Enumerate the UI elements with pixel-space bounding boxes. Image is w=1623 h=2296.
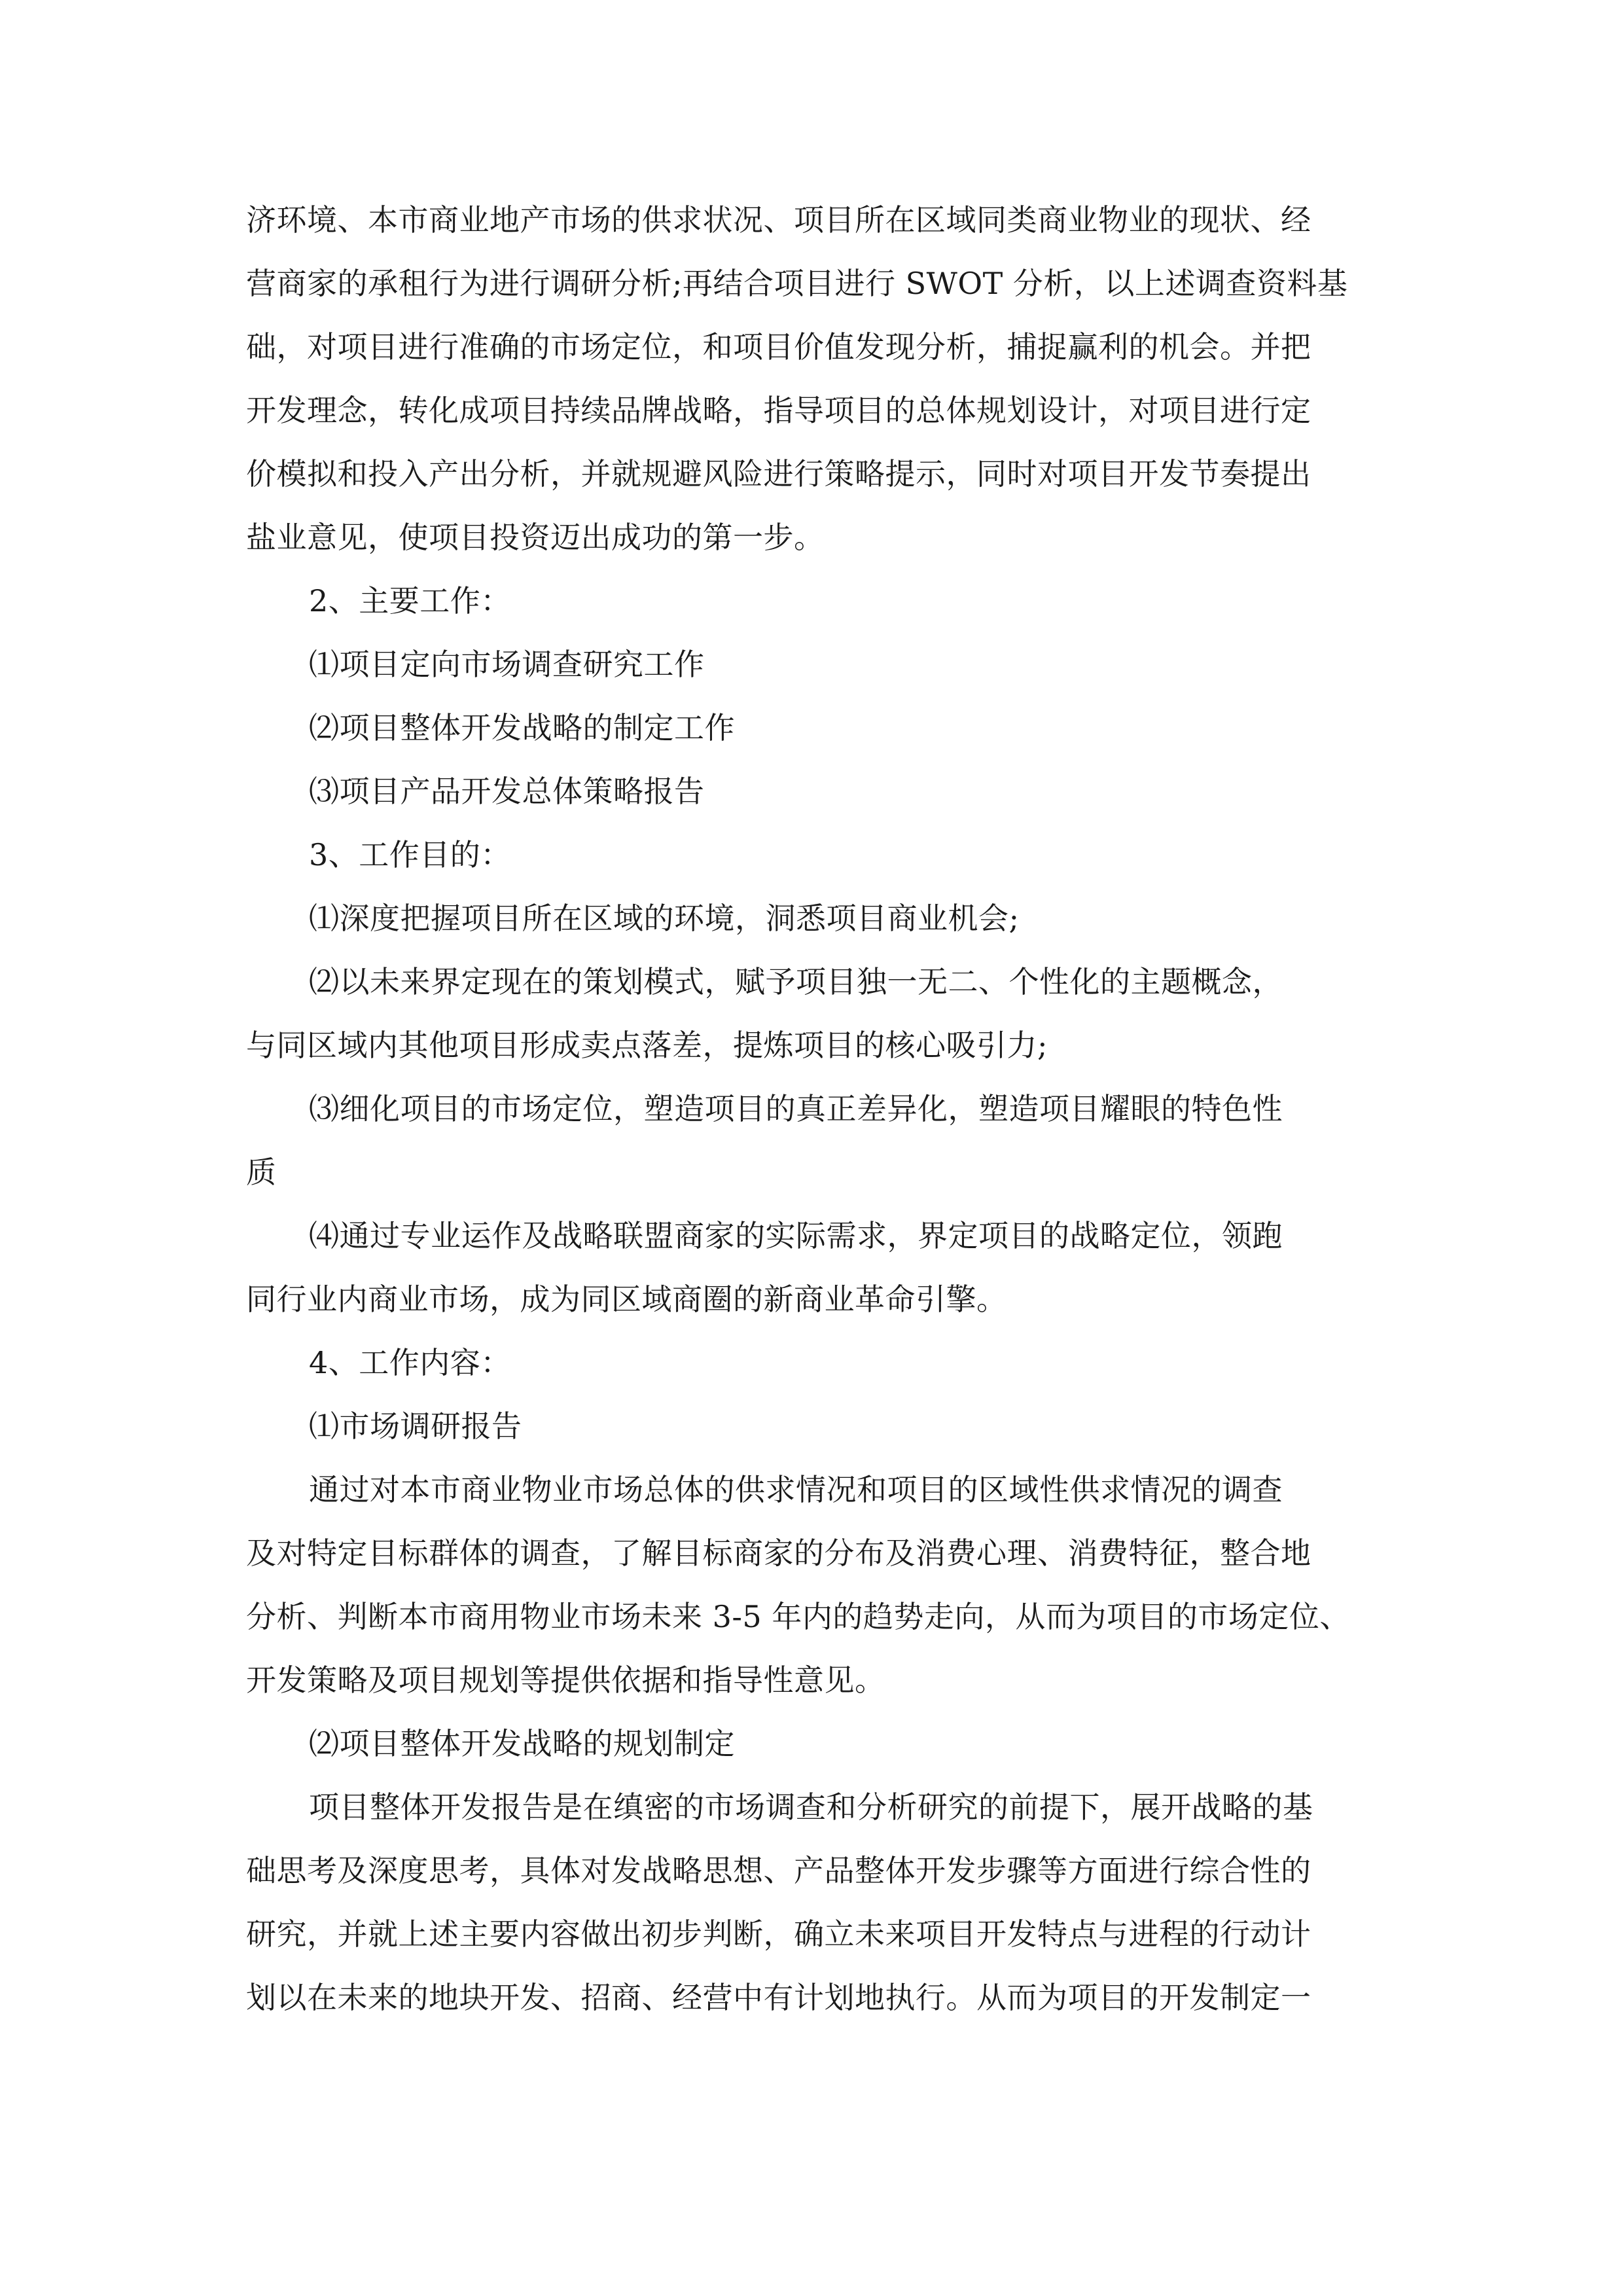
text-line: 同行业内商业市场，成为同区域商圈的新商业革命引擎。 <box>246 1282 1007 1317</box>
text-line: 开发理念，转化成项目持续品牌战略，指导项目的总体规划设计，对项目进行定 <box>246 393 1311 428</box>
paragraph-line: 项目整体开发报告是在缜密的市场调查和分析研究的前提下，展开战略的基 <box>309 1789 1313 1825</box>
paragraph-line: 通过对本市商业物业市场总体的供求情况和项目的区域性供求情况的调查 <box>309 1472 1283 1507</box>
list-item: ⑶细化项目的市场定位，塑造项目的真正差异化，塑造项目耀眼的特色性 <box>309 1091 1283 1126</box>
list-item: ⑵以未来界定现在的策划模式，赋予项目独一无二、个性化的主题概念， <box>309 964 1283 999</box>
section-heading: 2、主要工作： <box>309 583 511 619</box>
section-heading: 4、工作内容： <box>309 1345 511 1380</box>
text-line: 价模拟和投入产出分析，并就规避风险进行策略提示，同时对项目开发节奏提出 <box>246 456 1311 492</box>
text-line: 础，对项目进行准确的市场定位，和项目价值发现分析，捕捉赢利的机会。并把 <box>246 329 1311 365</box>
document-page <box>246 188 1381 2030</box>
text-line: 营商家的承租行为进行调研分析;再结合项目进行 SWOT 分析，以上述调查资料基 <box>246 266 1348 301</box>
subsection-heading: ⑴市场调研报告 <box>309 1408 522 1444</box>
list-item: ⑴项目定向市场调查研究工作 <box>309 647 705 682</box>
list-item: ⑵项目整体开发战略的制定工作 <box>309 710 735 745</box>
text-line: 础思考及深度思考，具体对发战略思想、产品整体开发步骤等方面进行综合性的 <box>246 1853 1311 1888</box>
list-item: ⑶项目产品开发总体策略报告 <box>309 774 705 809</box>
text-line: 划以在未来的地块开发、招商、经营中有计划地执行。从而为项目的开发制定一 <box>246 1980 1311 2015</box>
text-line: 分析、判断本市商用物业市场未来 3-5 年内的趋势走向，从而为项目的市场定位、 <box>246 1599 1350 1634</box>
text-line: 与同区域内其他项目形成卖点落差，提炼项目的核心吸引力; <box>246 1028 1048 1063</box>
text-line: 质 <box>246 1155 277 1190</box>
section-heading: 3、工作目的： <box>309 837 511 872</box>
text-line: 研究，并就上述主要内容做出初步判断，确立未来项目开发特点与进程的行动计 <box>246 1916 1311 1952</box>
subsection-heading: ⑵项目整体开发战略的规划制定 <box>309 1726 735 1761</box>
text-line: 济环境、本市商业地产市场的供求状况、项目所在区域同类商业物业的现状、经 <box>246 202 1311 238</box>
text-line: 盐业意见，使项目投资迈出成功的第一步。 <box>246 520 825 555</box>
text-line: 开发策略及项目规划等提供依据和指导性意见。 <box>246 1662 885 1698</box>
text-line: 及对特定目标群体的调查，了解目标商家的分布及消费心理、消费特征，整合地 <box>246 1535 1311 1571</box>
list-item: ⑴深度把握项目所在区域的环境，洞悉项目商业机会; <box>309 901 1020 936</box>
list-item: ⑷通过专业运作及战略联盟商家的实际需求，界定项目的战略定位，领跑 <box>309 1218 1283 1253</box>
